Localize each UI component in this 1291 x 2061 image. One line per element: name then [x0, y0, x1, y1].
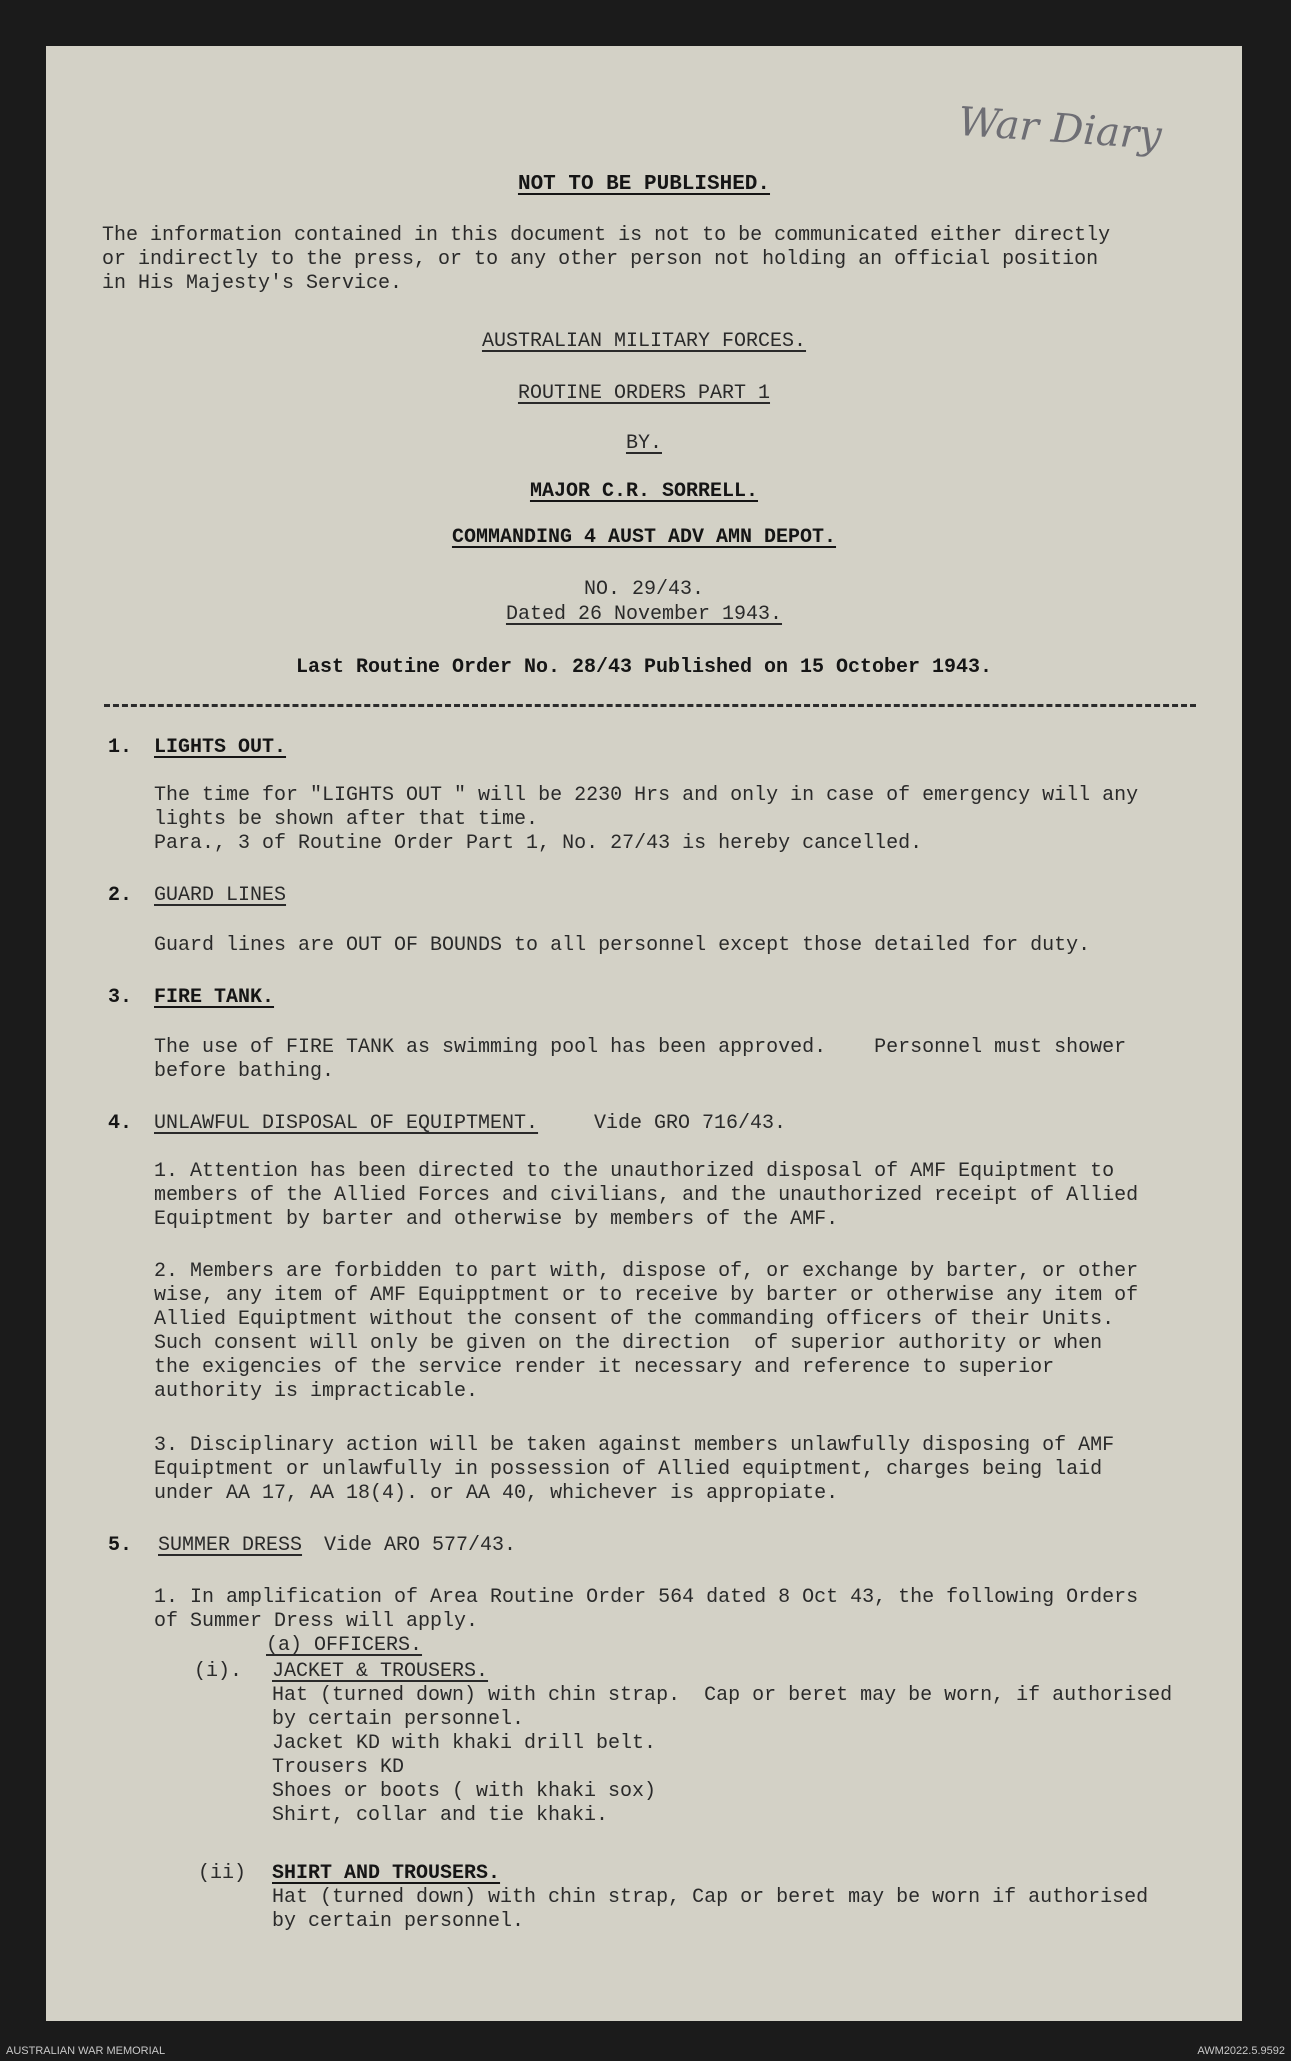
- order-date: Dated 26 November 1943.: [505, 603, 783, 626]
- divider: [104, 704, 1196, 707]
- item-line: 1. In amplification of Area Routine Order 564 dated 8 Oct 43, the following Orders: [154, 1586, 1139, 1609]
- item-title: GUARD LINES: [154, 884, 287, 907]
- order-number: NO. 29/43.: [583, 578, 705, 601]
- item-line: Hat (turned down) with chin strap. Cap or beret may be worn, if authorised: [272, 1684, 1173, 1707]
- item-line: Shoes or boots ( with khaki sox): [272, 1780, 657, 1803]
- item-line: Guard lines are OUT OF BOUNDS to all personnel except those detailed for duty.: [154, 934, 1091, 957]
- handwritten-note: War Diary: [956, 98, 1164, 160]
- item-number: 3.: [108, 986, 133, 1009]
- subsection-heading: SHIRT AND TROUSERS.: [272, 1862, 501, 1885]
- officer-name: MAJOR C.R. SORRELL.: [529, 480, 759, 503]
- item-title: FIRE TANK.: [154, 986, 275, 1009]
- item-line: 2. Members are forbidden to part with, dispose of, or exchange by barter, or other: [154, 1260, 1139, 1283]
- item-line: members of the Allied Forces and civilians, and the unauthorized receipt of Allied: [154, 1184, 1139, 1207]
- caution-line: in His Majesty's Service.: [102, 272, 403, 295]
- org-title: AUSTRALIAN MILITARY FORCES.: [481, 330, 807, 353]
- orders-title: ROUTINE ORDERS PART 1: [517, 382, 771, 405]
- subheading-officers: (a) OFFICERS.: [266, 1634, 423, 1657]
- item-line: The use of FIRE TANK as swimming pool has been approved. Personnel must shower: [154, 1036, 1127, 1059]
- subsection-heading: JACKET & TROUSERS.: [272, 1660, 489, 1683]
- item-line: wise, any item of AMF Equipptment or to receive by barter or otherwise any item of: [154, 1284, 1139, 1307]
- item-line: Such consent will only be given on the direction of superior authority or when: [154, 1332, 1103, 1355]
- by-line: BY.: [625, 432, 662, 455]
- subsection-label: (i).: [194, 1660, 243, 1683]
- last-order-line: Last Routine Order No. 28/43 Published on 15 October 1943.: [295, 656, 993, 679]
- item-line: before bathing.: [154, 1060, 335, 1083]
- subsection-label: (ii): [198, 1862, 247, 1885]
- item-line: by certain personnel.: [272, 1708, 525, 1731]
- heading: NOT TO BE PUBLISHED.: [517, 173, 771, 196]
- command-line: COMMANDING 4 AUST ADV AMN DEPOT.: [451, 526, 837, 549]
- item-line: of Summer Dress will apply.: [154, 1610, 479, 1633]
- item-line: under AA 17, AA 18(4). or AA 40, whichever is appropiate.: [154, 1482, 839, 1505]
- item-line: by certain personnel.: [272, 1910, 525, 1933]
- item-title: SUMMER DRESS: [158, 1534, 303, 1557]
- item-reference: Vide GRO 716/43.: [594, 1112, 787, 1135]
- item-line: Equiptment by barter and otherwise by members of the AMF.: [154, 1208, 839, 1231]
- footer-accession: AWM2022.5.9592: [1197, 2045, 1285, 2057]
- item-line: authority is impracticable.: [154, 1380, 479, 1403]
- item-reference: Vide ARO 577/43.: [324, 1534, 517, 1557]
- item-line: Hat (turned down) with chin strap, Cap or beret may be worn if authorised: [272, 1886, 1149, 1909]
- item-line: Equiptment or unlawfully in possession of Allied equiptment, charges being laid: [154, 1458, 1103, 1481]
- item-number: 5.: [108, 1534, 133, 1557]
- item-number: 1.: [108, 736, 133, 759]
- caution-line: The information contained in this document is not to be communicated either directly: [102, 224, 1111, 247]
- item-title: LIGHTS OUT.: [154, 736, 287, 759]
- item-line: Para., 3 of Routine Order Part 1, No. 27/43 is hereby cancelled.: [154, 832, 923, 855]
- item-number: 2.: [108, 884, 133, 907]
- item-line: 1. Attention has been directed to the unauthorized disposal of AMF Equiptment to: [154, 1160, 1115, 1183]
- item-line: Shirt, collar and tie khaki.: [272, 1804, 609, 1827]
- item-title: UNLAWFUL DISPOSAL OF EQUIPTMENT.: [154, 1112, 539, 1135]
- footer-credit: AUSTRALIAN WAR MEMORIAL: [6, 2045, 166, 2057]
- item-line: 3. Disciplinary action will be taken against members unlawfully disposing of AMF: [154, 1434, 1115, 1457]
- item-line: Trousers KD: [272, 1756, 405, 1779]
- item-line: Allied Equiptment without the consent of the commanding officers of their Units.: [154, 1308, 1115, 1331]
- item-number: 4.: [108, 1112, 133, 1135]
- item-line: The time for "LIGHTS OUT " will be 2230 Hrs and only in case of emergency will any: [154, 784, 1139, 807]
- document-page: [46, 46, 1242, 2021]
- item-line: lights be shown after that time.: [154, 808, 539, 831]
- item-line: the exigencies of the service render it necessary and reference to superior: [154, 1356, 1055, 1379]
- caution-line: or indirectly to the press, or to any other person not holding an official position: [102, 248, 1099, 271]
- item-line: Jacket KD with khaki drill belt.: [272, 1732, 657, 1755]
